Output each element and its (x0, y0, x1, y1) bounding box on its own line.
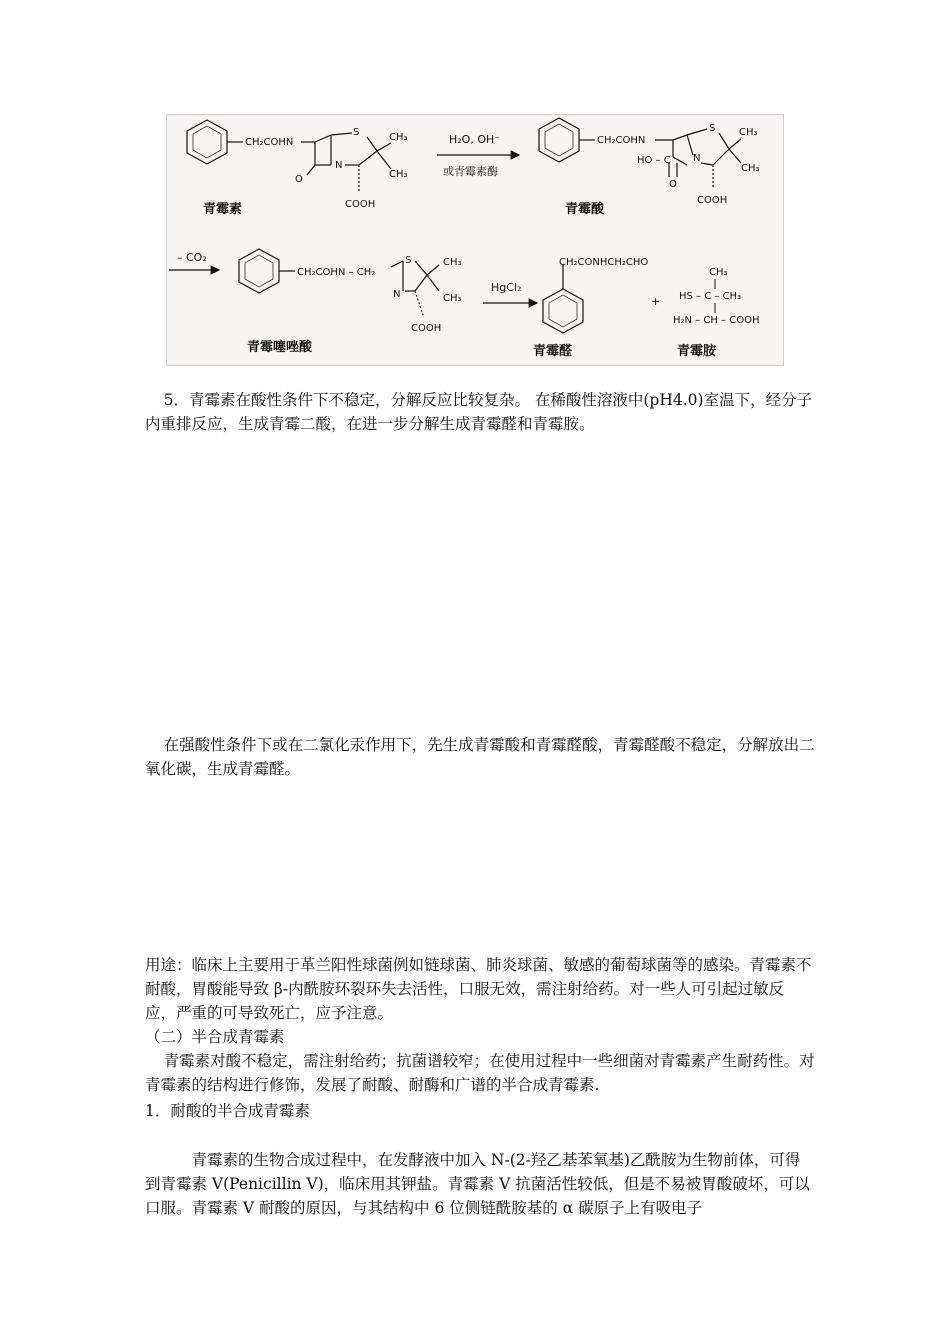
penicilloic-o-atom: O (669, 179, 677, 190)
section-heading-semisynthetic: （二）半合成青霉素 (145, 1028, 285, 1046)
penicillin-o-atom: O (295, 174, 303, 185)
penicillin-structure (187, 120, 391, 193)
penicilloic-n-atom: N (693, 153, 701, 164)
benzene-inner-1 (193, 126, 221, 158)
penicilloic-ho-c: HO – C (637, 155, 671, 166)
plus-sign: + (651, 295, 661, 308)
penilloic-n-atom: N (393, 289, 401, 300)
enzyme-reagent: 或青霉素酶 (443, 165, 498, 178)
reaction-scheme (167, 115, 783, 365)
hgcl2-reagent: HgCl₂ (491, 281, 522, 294)
paragraph-acid-instability: 5．青霉素在酸性条件下不稳定，分解反应比较复杂。 在稀酸性溶液中(pH4.0)室温下，经分子内重排反应，生成青霉二酸，在进一步分解生成青霉醛和青霉胺。 (145, 391, 813, 433)
penicillin-degradation-figure (166, 114, 784, 366)
paragraph-strong-acid: 在强酸性条件下或在二氯化汞作用下，先生成青霉酸和青霉醛酸，青霉醛酸不稳定，分解放出二氧化碳，生成青霉醛。 (145, 736, 815, 778)
penilloic-cooh: COOH (411, 323, 442, 334)
paragraph-clinical-use: 用途：临床上主要用于革兰阳性球菌例如链球菌、肺炎球菌、敏感的葡萄球菌等的感染。青霉素不耐酸，胃酸能导致 β-内酰胺环裂环失去活性，口服无效，需注射给药。对一些人可引起过敏反应，严重的可导致死亡，应予注意。 (145, 956, 812, 1022)
penicilloic-ch3-bottom: CH₃ (741, 163, 760, 174)
paragraph-semisynthetic-intro: 青霉素对酸不稳定，需注射给药；抗菌谱较窄；在使用过程中一些细菌对青霉素产生耐药性。对青霉素的结构进行修饰，发展了耐酸、耐酶和广谱的半合成青霉素. (145, 1052, 815, 1094)
subsection-heading-acid-resistant: 1．耐酸的半合成青霉素 (145, 1102, 310, 1120)
penicillamine-ch3: CH₃ (709, 267, 728, 278)
penilloic-ch3-top: CH₃ (443, 257, 462, 268)
penicillin-ch3-top: CH₃ (389, 132, 408, 143)
penilloic-ch3-bottom: CH₃ (443, 293, 462, 304)
penilloaldehyde-sidechain: CH₂CONHCH₂CHO (559, 257, 649, 268)
penicillamine-label: 青霉胺 (677, 344, 717, 359)
penilloic-sidechain: CH₂COHN – CH₂ (297, 267, 376, 278)
penicilloic-sidechain: CH₂COHN (597, 135, 646, 146)
penicilloic-acid-label: 青霉酸 (565, 202, 605, 217)
penicillin-cooh: COOH (345, 199, 376, 210)
decarboxylation-label: – CO₂ (177, 251, 207, 264)
penilloic-acid-label: 青霉噻唑酸 (247, 340, 313, 355)
penicilloic-ch3-top: CH₃ (739, 127, 758, 138)
penicillin-label: 青霉素 (203, 202, 243, 217)
paragraph-penicillin-v: 青霉素的生物合成过程中，在发酵液中加入 N-(2-羟乙基苯氧基)乙酰胺为生物前体，可得到青霉素 V(Penicillin V)，临床用其钾盐。青霉素 V 抗菌活性较低，但是不易被胃酸破坏，可以口服。青霉素 V 耐酸的原因，与其结构中 6 位侧链酰胺基的 α 碳原子上有吸电子 (145, 1151, 810, 1217)
penicillin-n-atom: N (335, 160, 343, 171)
penilloaldehyde-label: 青霉醛 (533, 344, 573, 359)
hydrolysis-reagent: H₂O, OH⁻ (449, 133, 501, 146)
penilloic-s-atom: S (405, 255, 412, 266)
penicillamine-hs-c: HS – C – CH₃ (679, 291, 742, 302)
penicilloic-s-atom: S (709, 123, 716, 134)
penicillamine-h2n-ch: H₂N – CH – COOH (673, 315, 760, 326)
penicillin-s-atom: S (353, 127, 360, 138)
penicillin-ch3-bottom: CH₃ (389, 169, 408, 180)
penilloaldehyde-structure (543, 265, 583, 333)
penicilloic-cooh: COOH (697, 195, 728, 206)
penicillin-sidechain: CH₂COHN (245, 137, 294, 148)
